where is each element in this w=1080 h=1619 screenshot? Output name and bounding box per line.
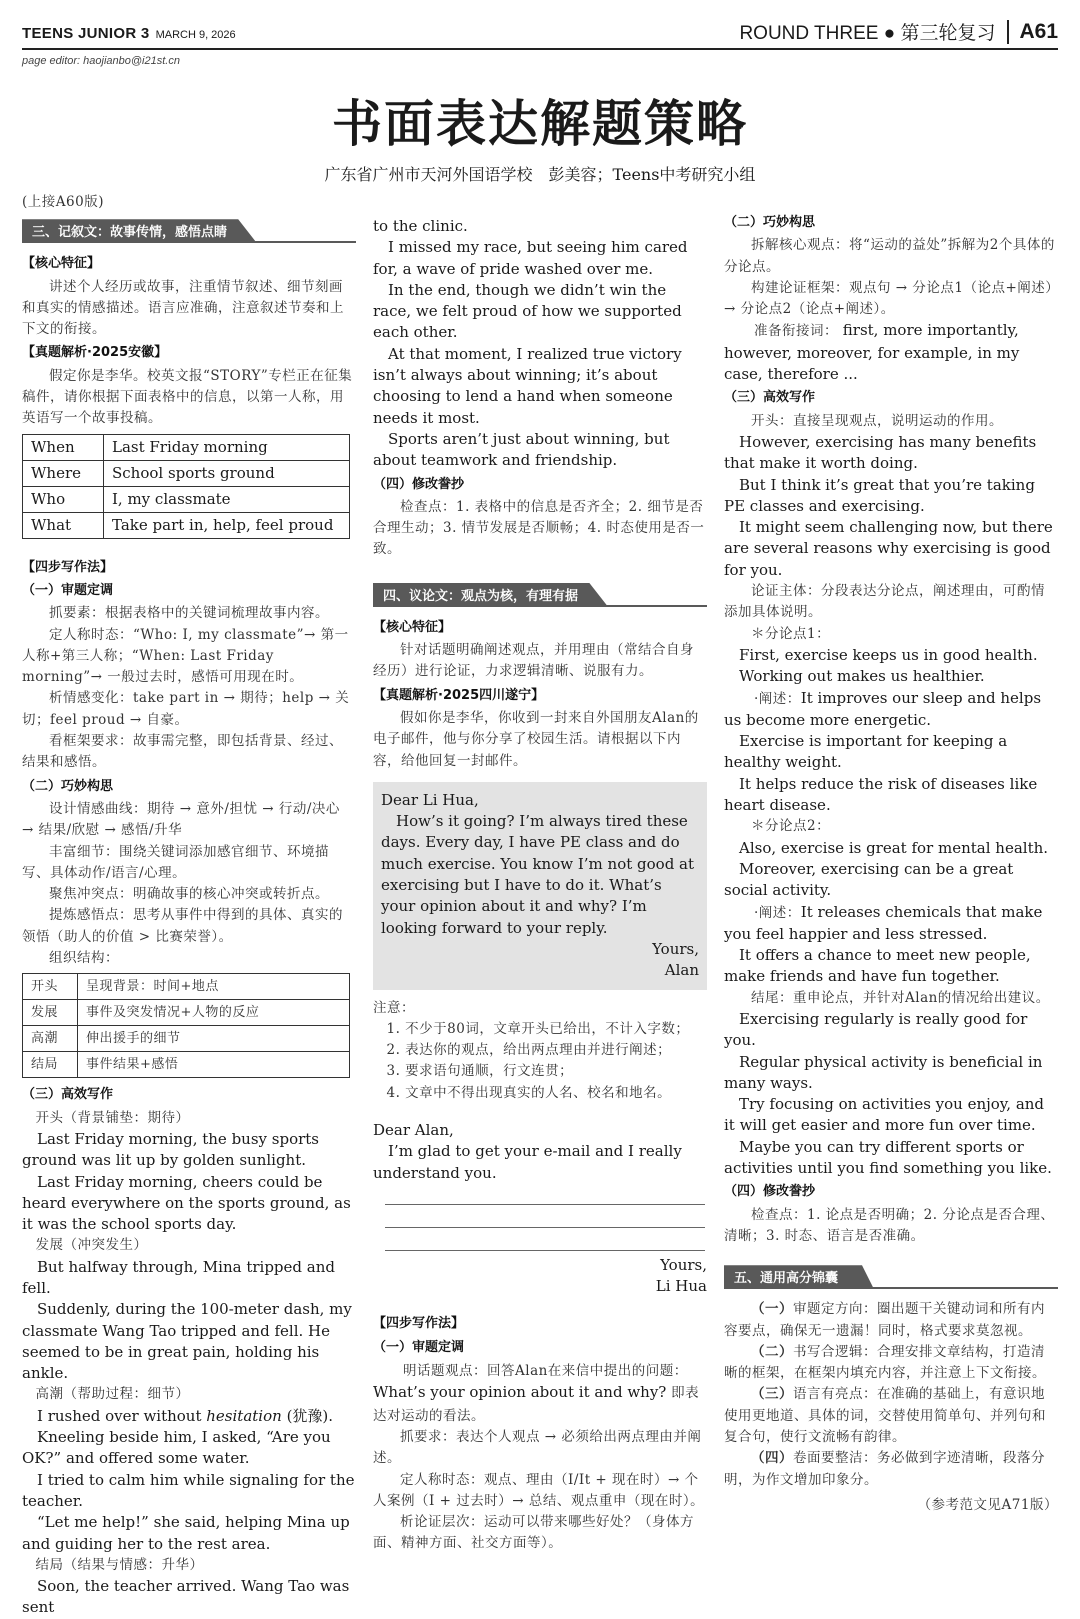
- section-band-narrative: [22, 219, 356, 243]
- paragraph: 抓要求：表达个人观点 → 必须给出两点理由并阐述。: [373, 1428, 702, 1467]
- reply-closing: Yours,: [660, 1255, 707, 1274]
- table-cell: When: [23, 434, 104, 460]
- example-sentence: I tried to calm him while signaling for the teacher.: [22, 1470, 355, 1510]
- email-body: How’s it going? I’m always tired these days. Every day, I have PE class and do much exercise. You know I’m not good at exercising but I have to do it. What’s your opinion about it and why? I’m looking forward to your reply.: [381, 812, 695, 937]
- heading-four-steps: 【四步写作法】: [22, 559, 114, 575]
- example-sentence: “Let me help!” she said, helping Mina up and guiding her to the rest area.: [22, 1513, 350, 1553]
- paragraph: 提炼感悟点：思考从事件中得到的具体、真实的领悟（助人的价值 > 比赛荣誉）。: [22, 907, 343, 945]
- example-sentence: Suddenly, during the 100-meter dash, my classmate Wang Tao tripped and fell. He seemed to be in great pain, holding his ankle.: [22, 1300, 352, 1383]
- label: 高潮（帮助过程：细节）: [35, 1386, 190, 1403]
- table-cell: 开头: [23, 974, 78, 1000]
- example-sentence: Moreover, exercising can be a great social activity.: [724, 859, 1014, 900]
- text: It releases chemicals that make you feel happier and less stressed.: [724, 902, 1043, 943]
- text: (犹豫).: [281, 1406, 334, 1425]
- tip-item: [724, 1342, 1058, 1385]
- example-sentence: Last Friday morning, cheers could be heard everywhere on the sports ground, as it was the school sports day.: [22, 1172, 351, 1234]
- label: 发展（冲突发生）: [35, 1237, 148, 1254]
- example-sentence: Regular physical activity is beneficial in many ways.: [724, 1052, 1043, 1092]
- column-2: [373, 216, 707, 1555]
- example-sentence: Soon, the teacher arrived. Wang Tao was sent: [22, 1577, 350, 1617]
- paragraph: 检查点：1. 论点是否明确；2. 分论点是否合理、清晰；3. 时态、语言是否准确。: [724, 1206, 1055, 1244]
- text: 即表达对运动的看法。: [373, 1385, 700, 1424]
- reply-greeting: Dear Alan,: [373, 1120, 454, 1139]
- section-band-tips: [724, 1265, 1058, 1289]
- heading-four-steps: 【四步写作法】: [373, 1316, 465, 1332]
- table-row: [23, 434, 350, 460]
- example-sentence: But I think it’s great that you’re taking PE classes and exercising.: [724, 475, 1035, 515]
- example-sentence: In the end, though we didn’t win the race, we felt proud of how we supported each other.: [373, 280, 682, 342]
- column-1: [22, 192, 356, 1619]
- issue-date: MARCH 9, 2026: [155, 29, 236, 41]
- table-row: [23, 1000, 350, 1026]
- table-row: [23, 486, 350, 512]
- example-sentence: It offers a chance to meet new people, make friends and have fun together.: [724, 946, 1031, 986]
- tip-item: [724, 1384, 1058, 1448]
- tip-number: （一）: [751, 1301, 793, 1318]
- table-cell: Where: [23, 460, 104, 486]
- example-sentence: Try focusing on activities you enjoy, and it will get easier and more fun over time.: [724, 1095, 1045, 1135]
- example-sentence: However, exercising has many benefits that make it worth doing.: [724, 432, 1037, 473]
- example-sentence: Last Friday morning, the busy sports ground was lit up by golden sunlight.: [22, 1129, 320, 1170]
- heading-core-features: 【核心特征】: [373, 619, 452, 635]
- paper-name: TEENS JUNIOR 3: [22, 25, 150, 42]
- table-cell: 事件及突发情况+人物的反应: [78, 1000, 350, 1026]
- example-sentence: Working out makes us healthier.: [739, 667, 985, 686]
- table-cell: 高潮: [23, 1026, 78, 1052]
- writing-line: [385, 1184, 705, 1205]
- table-row: [23, 1026, 350, 1052]
- text: It improves our sleep and helps us become more energetic.: [724, 688, 1042, 729]
- paragraph: 析情感变化：take part in → 期待；help → 关切；feel proud → 自豪。: [22, 690, 350, 728]
- note-item: 1. 不少于80词，文章开头已给出，不计入字数；: [386, 1020, 690, 1037]
- table-cell: I, my classmate: [104, 486, 350, 512]
- label: 结局（结果与情感：升华）: [35, 1556, 204, 1573]
- table-cell: Who: [23, 486, 104, 512]
- step-heading: （一）审题定调: [373, 1339, 465, 1355]
- tip-text: 审题定方向：圈出题干关键动词和所有内容要点，确保无一遗漏！同时，格式要求莫忽视。: [724, 1301, 1045, 1339]
- step-heading: （三）高效写作: [22, 1087, 114, 1103]
- table-row: [23, 512, 350, 538]
- paragraph: 开头：直接呈现观点，说明运动的作用。: [751, 412, 1003, 429]
- email-greeting: Dear Li Hua,: [381, 790, 479, 809]
- byline: 广东省广州市天河外国语学校 彭美容；Teens中考研究小组: [324, 165, 756, 184]
- column-3: [724, 210, 1058, 1516]
- continued-note: (上接A60版): [22, 194, 104, 210]
- note-label: 注意：: [373, 999, 415, 1016]
- page-title: 书面表达解题策略: [332, 95, 748, 153]
- writing-line: [385, 1207, 705, 1228]
- table-cell: 呈现背景：时间+地点: [78, 974, 350, 1000]
- text: What’s your opinion about it and why?: [373, 1383, 667, 1402]
- tip-number: （四）: [751, 1450, 793, 1467]
- paragraph: 构建论证框架：观点句 → 分论点1（论点+阐述）→ 分论点2（论点+阐述）。: [724, 279, 1053, 318]
- example-sentence: [724, 688, 1058, 732]
- table-cell: 事件结果+感悟: [78, 1052, 350, 1078]
- paragraph: 抓要素：根据表格中的关键词梳理故事内容。: [49, 605, 329, 622]
- table-row: [23, 460, 350, 486]
- paragraph: 聚焦冲突点：明确故事的核心冲突或转折点。: [49, 886, 329, 903]
- table-row: [23, 974, 350, 1000]
- table-cell: School sports ground: [104, 460, 350, 486]
- heading-exam-analysis: 【真题解析·2025四川遂宁】: [373, 687, 545, 703]
- example-sentence: At that moment, I realized true victory isn’t always about winning; it’s about choosing to lend a hand when someone needs it most.: [373, 344, 682, 427]
- page-number: A61: [1019, 19, 1058, 43]
- step-heading: （四）修改誊抄: [724, 1184, 816, 1200]
- step-heading: （二）巧妙构思: [22, 778, 114, 794]
- example-sentence: I missed my race, but seeing him cared for, a wave of pride washed over me.: [373, 238, 688, 278]
- step-heading: （三）高效写作: [724, 390, 816, 406]
- step-heading: （四）修改誊抄: [373, 476, 465, 492]
- example-sentence: Exercising regularly is really good for you.: [724, 1009, 1028, 1050]
- note-item: 3. 要求语句通顺，行文连贯；: [386, 1063, 574, 1080]
- paragraph: 论证主体：分段表达分论点，阐述理由，可酌情添加具体说明。: [724, 583, 1045, 621]
- table-cell: Take part in, help, feel proud: [104, 512, 350, 538]
- paragraph: 析论证层次：运动可以带来哪些好处？（身体方面、精神方面、社交方面等）。: [373, 1514, 694, 1552]
- table-cell: 伸出援手的细节: [78, 1026, 350, 1052]
- page-header: [22, 18, 1058, 50]
- paragraph: 定人称时态：观点、理由（I/It + 现在时）→ 个人案例（I + 过去时）→ 总结、观点重申（现在时）。: [373, 1471, 705, 1509]
- example-sentence: to the clinic.: [373, 217, 468, 235]
- sub-point-label: ＊分论点1：: [751, 625, 831, 642]
- text: I rushed over without: [37, 1406, 207, 1425]
- example-sentence: It might seem challenging now, but there are several reasons why exercising is good for you.: [724, 518, 1053, 579]
- paragraph: 设计情感曲线：期待 → 意外/担忧 → 行动/决心 → 结果/欣慰 → 感悟/升华: [22, 800, 340, 839]
- table-cell: 结局: [23, 1052, 78, 1078]
- example-sentence: First, exercise keeps us in good health.: [739, 645, 1038, 664]
- masthead: [22, 25, 236, 43]
- example-sentence: But halfway through, Mina tripped and fell.: [22, 1257, 335, 1297]
- example-sentence: [22, 1406, 356, 1427]
- text: ·阐述：: [754, 904, 801, 921]
- tip-text: 书写合逻辑：合理安排文章结构，打造清晰的框架，在框架内填充内容，并注意上下文衔接。: [724, 1343, 1046, 1382]
- section-heading: 三、记叙文：故事传情，感悟点睛: [32, 225, 228, 241]
- paragraph: 假如你是李华，你收到一封来自外国朋友Alan的电子邮件，他与你分享了校园生活。请根据以下内容，给他回复一封邮件。: [373, 709, 699, 769]
- email-signature: Alan: [664, 961, 699, 980]
- table-cell: What: [23, 512, 104, 538]
- text: ·阐述：: [754, 690, 801, 707]
- heading-exam-analysis: 【真题解析·2025安徽】: [22, 345, 168, 361]
- example-sentence: Also, exercise is great for mental health.: [739, 838, 1049, 857]
- tip-number: （二）: [751, 1343, 793, 1360]
- paragraph: 检查点：1. 表格中的信息是否齐全；2. 细节是否合理生动；3. 情节发展是否顺畅；4. 时态使用是否一致。: [373, 498, 705, 558]
- paragraph: 拆解核心观点：将“运动的益处”拆解为2个具体的分论点。: [724, 237, 1055, 275]
- section-heading: 五、通用高分锦囊: [734, 1271, 839, 1287]
- note-item: 4. 文章中不得出现真实的人名、校名和地名。: [386, 1084, 672, 1101]
- tip-item: [724, 1299, 1058, 1342]
- section-band-argumentative: [373, 583, 707, 607]
- table-row: [23, 1052, 350, 1078]
- paragraph: 定人称时态：“Who: I, my classmate”→ 第一人称+第三人称；“When: Last Friday morning”→ 一般过去时，感悟可用现在时。: [22, 626, 349, 686]
- example-sentence: Sports aren’t just about winning, but about teamwork and friendship.: [373, 429, 670, 470]
- tip-number: （三）: [751, 1386, 793, 1403]
- section-heading: 四、议论文：观点为核，有理有据: [383, 588, 579, 604]
- text: first, more importantly, however, moreover, for example, in my case, therefore ...: [724, 321, 1020, 384]
- structure-table: [22, 973, 350, 1078]
- example-sentence: Kneeling beside him, I asked, “Are you OK?” and offered some water.: [22, 1428, 331, 1468]
- section-label: ROUND THREE ● 第三轮复习: [739, 23, 996, 44]
- tip-item: [724, 1448, 1058, 1491]
- table-cell: 发展: [23, 1000, 78, 1026]
- page-editor: page editor: haojianbo@i21st.cn: [22, 55, 180, 67]
- text: 准备衔接词：: [754, 323, 838, 340]
- paragraph: [373, 1360, 707, 1427]
- sub-point-label: ＊分论点2：: [751, 818, 831, 835]
- example-sentence: It helps reduce the risk of diseases like heart disease.: [724, 774, 1038, 815]
- reference-note: （参考范文见A71版）: [917, 1496, 1058, 1513]
- table-cell: Last Friday morning: [104, 434, 350, 460]
- email-box: [373, 782, 707, 990]
- example-sentence: Maybe you can try different sports or activities until you find something you like.: [724, 1137, 1052, 1178]
- label: 开头（背景铺垫：期待）: [35, 1109, 190, 1126]
- step-heading: （一）审题定调: [22, 582, 114, 598]
- text: 明话题观点：回答Alan在来信中提出的问题：: [403, 1363, 688, 1380]
- example-sentence: [724, 902, 1058, 946]
- heading-core-features: 【核心特征】: [22, 256, 101, 272]
- paragraph: 假定你是李华。校英文报“STORY”专栏正在征集稿件，请你根据下面表格中的信息，以第一人称，用英语写一个故事投稿。: [22, 367, 353, 427]
- email-closing: Yours,: [652, 939, 699, 958]
- paragraph: 结尾：重申论点，并针对Alan的情况给出建议。: [751, 989, 1050, 1006]
- divider: [1007, 20, 1009, 44]
- reply-opening: I’m glad to get your e-mail and I really understand you.: [373, 1142, 682, 1182]
- paragraph: 组织结构：: [49, 950, 119, 967]
- italic-word: hesitation: [206, 1406, 282, 1425]
- info-table: [22, 434, 350, 539]
- paragraph: 丰富细节：围绕关键词添加感官细节、环境描写、具体动作/语言/心理。: [22, 843, 329, 881]
- writing-line: [385, 1230, 705, 1251]
- reply-signature: Li Hua: [655, 1277, 707, 1296]
- paragraph: 讲述个人经历或故事，注重情节叙述、细节刻画和真实的情感描述。语言应准确，注意叙述节奏和上下文的衔接。: [22, 278, 344, 338]
- section-info: [739, 18, 1058, 45]
- paragraph: 看框架要求：故事需完整，即包括背景、经过、结果和感悟。: [22, 733, 343, 771]
- note-item: 2. 表达你的观点，给出两点理由并进行阐述；: [386, 1042, 672, 1059]
- example-sentence: Exercise is important for keeping a healthy weight.: [724, 732, 1008, 772]
- paragraph: [724, 320, 1058, 385]
- step-heading: （二）巧妙构思: [724, 215, 816, 230]
- tip-text: 语言有亮点：在准确的基础上，有意识地使用更地道、具体的词，交替使用简单句、并列句和复合句，使行文流畅有韵律。: [724, 1386, 1046, 1446]
- tip-text: 卷面要整洁：务必做到字迹清晰，段落分明，为作文增加印象分。: [724, 1450, 1045, 1488]
- paragraph: 针对话题明确阐述观点，并用理由（常结合自身经历）进行论证，力求逻辑清晰、说服有力。: [373, 642, 694, 680]
